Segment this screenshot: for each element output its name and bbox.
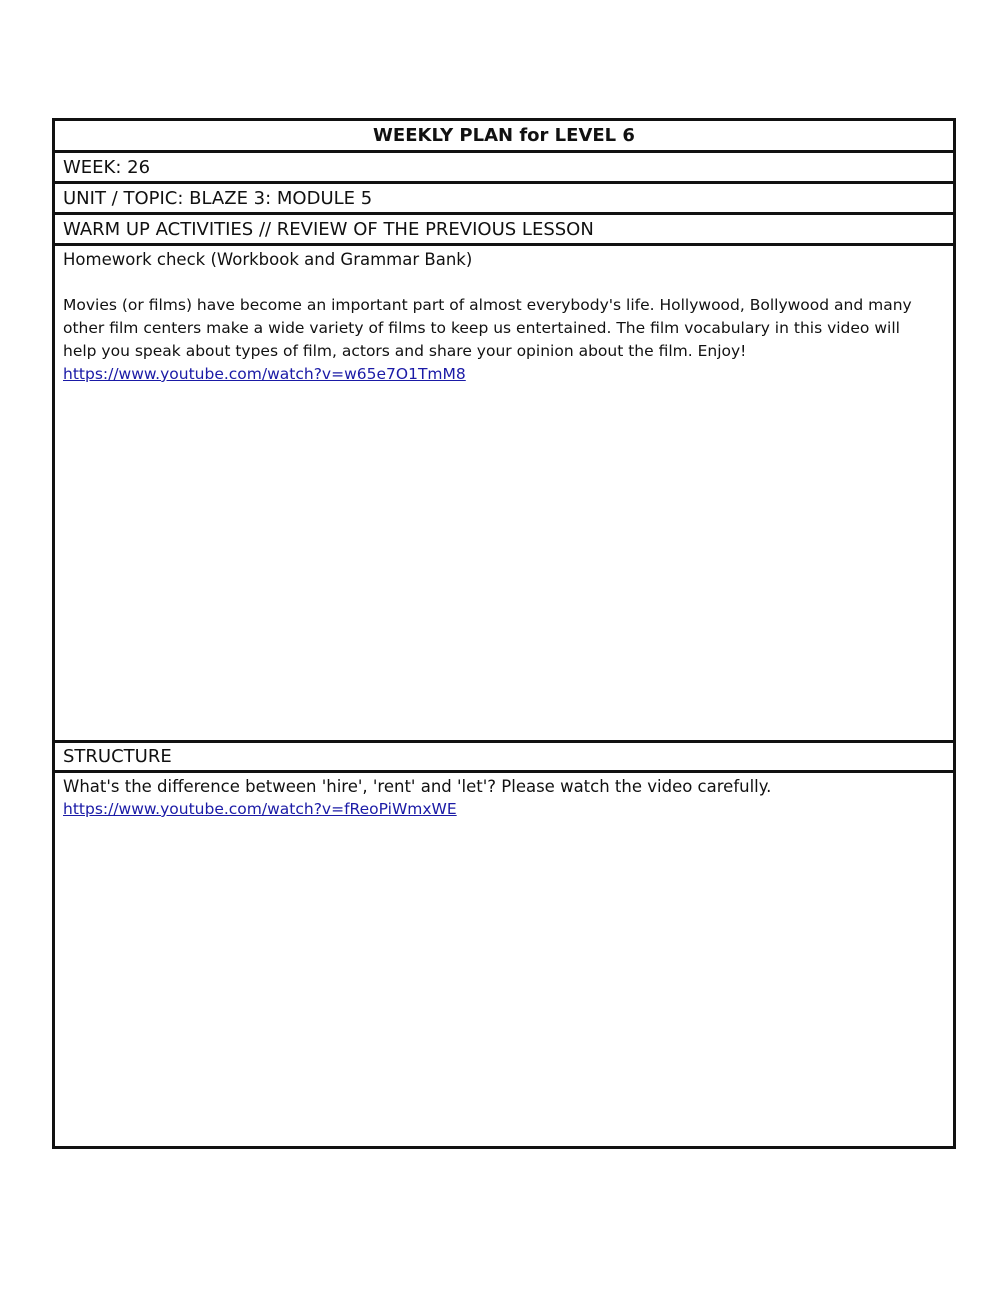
unit-topic-row xyxy=(55,184,953,215)
structure-heading: STRUCTURE xyxy=(63,746,172,767)
weekly-plan-table xyxy=(52,118,956,1149)
plan-title: WEEKLY PLAN for LEVEL 6 xyxy=(373,125,635,146)
week-label: WEEK: 26 xyxy=(63,157,151,178)
structure-content-cell xyxy=(55,773,953,1146)
structure-question: What's the difference between 'hire', 'rent' and 'let'? Please watch the video carefully. xyxy=(63,777,772,796)
warm-up-heading-row xyxy=(55,215,953,246)
unit-topic-label: UNIT / TOPIC: BLAZE 3: MODULE 5 xyxy=(63,188,373,209)
title-row xyxy=(55,121,953,153)
structure-heading-row xyxy=(55,743,953,773)
warm-up-heading: WARM UP ACTIVITIES // REVIEW OF THE PREVIOUS LESSON xyxy=(63,219,594,240)
homework-check-text: Homework check (Workbook and Grammar Bank) xyxy=(63,250,473,269)
week-row xyxy=(55,153,953,184)
warm-up-video-link[interactable]: https://www.youtube.com/watch?v=w65e7O1TmM8 xyxy=(63,365,466,383)
warm-up-paragraph: Movies (or films) have become an important part of almost everybody's life. Hollywood, Bollywood and many other film centers make a wide variety of films to keep us entertained. The film vocabulary in this video will help you speak about types of film, actors and share your opinion about the film. Enjoy! xyxy=(63,296,912,360)
structure-video-link[interactable]: https://www.youtube.com/watch?v=fReoPiWmxWE xyxy=(63,800,457,818)
warm-up-content-cell xyxy=(55,246,953,743)
